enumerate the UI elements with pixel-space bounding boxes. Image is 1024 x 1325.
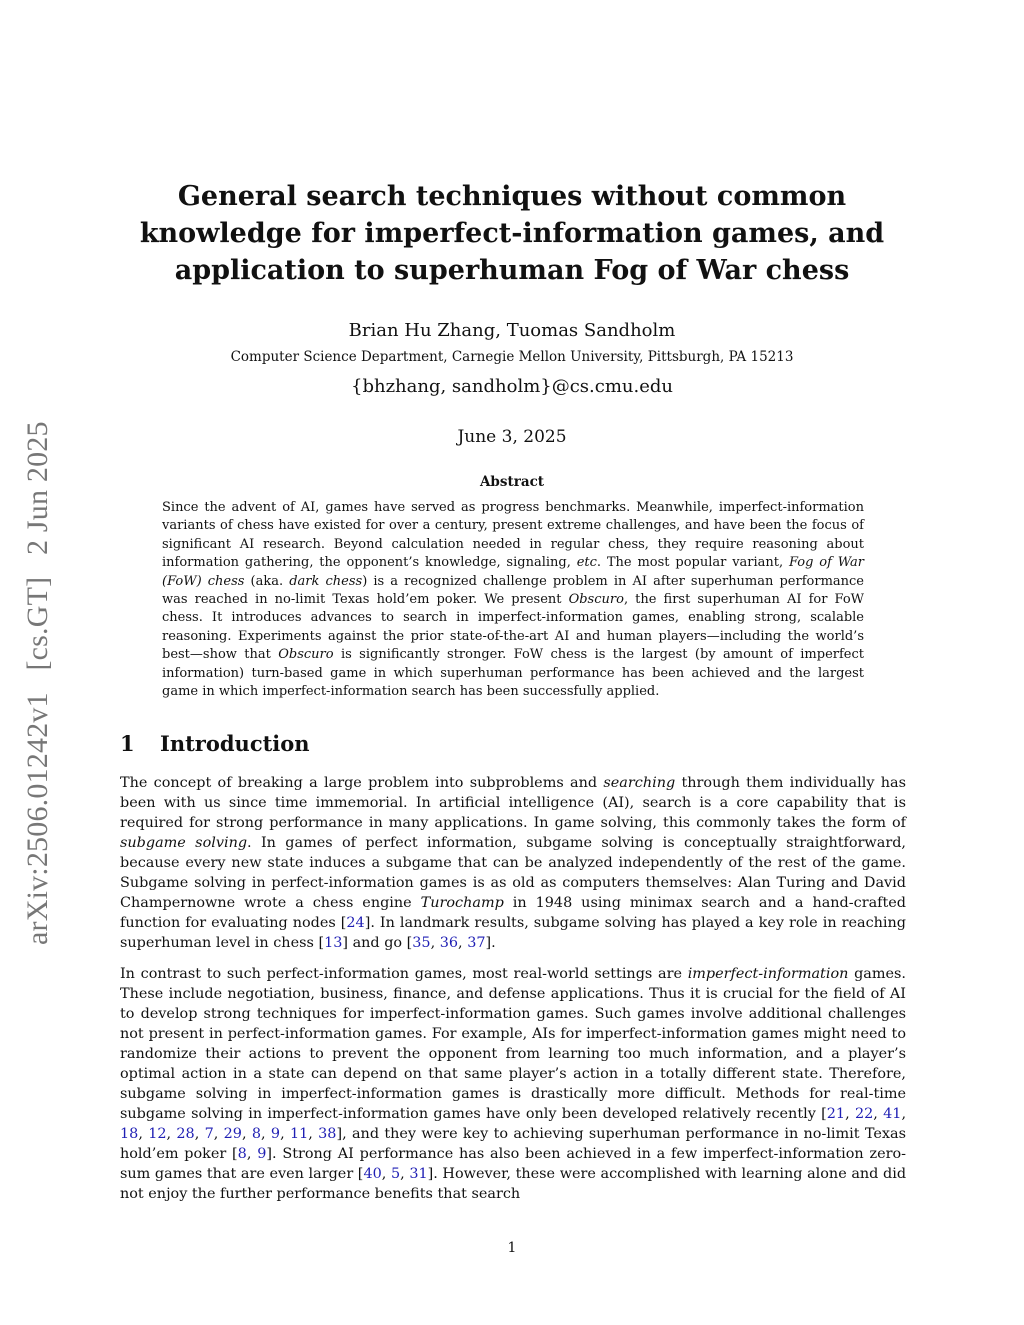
paper-date: June 3, 2025 (457, 427, 567, 447)
citation-link[interactable]: 18 (120, 1126, 139, 1142)
body-text: ], and they were key to achieving superhuman performance in no-limit Texas hold’em poker [ (120, 1126, 906, 1162)
author-list: Brian Hu Zhang, Tuomas Sandholm (348, 320, 676, 341)
citation-group: 21, 22, 41, 18, 12, 28, 7, 29, 8, 9, 11, 38 (120, 1106, 907, 1142)
body-emphasis: Turochamp (420, 895, 504, 911)
citation-link[interactable]: 36 (439, 935, 459, 951)
citation-link[interactable]: 35 (412, 935, 431, 951)
body-text: games. These include negotiation, business, finance, and defense applications. Thus it is crucial for the field of AI to develop strong techniques for imperfect-information games. Such games involve additional challenges not present in perfect-information games. For example, AIs for imperfect-information games might need to randomize their actions to prevent the opponent from learning too much information, and a player’s optimal action in a state can depend on that same player’s action in a totally different state. Therefore, subgame solving in imperfect-information games is drastically more difficult. Methods for real-time subgame solving in imperfect-information games have only been developed relatively recently [ (120, 966, 906, 1122)
body-text: . In games of perfect information, subgame solving is conceptually straightforward, because every new state induces a subgame that can be analyzed independently of the rest of the game. Subgame solving in perfect-information games is as old as computers themselves: Alan Turing and David Champernowne wrote a chess engine (120, 835, 906, 911)
body-text: The concept of breaking a large problem into subproblems and (120, 775, 604, 791)
abstract-body (162, 499, 864, 701)
citation-link[interactable]: 9 (270, 1126, 281, 1142)
citation-link[interactable]: 8 (251, 1126, 262, 1142)
abstract-emphasis: Fog of War (FoW) chess (162, 555, 864, 589)
citation-link[interactable]: 8 (237, 1146, 247, 1162)
body-emphasis: searching (603, 775, 676, 791)
arxiv-category: [cs.GT] (21, 576, 54, 671)
abstract-text: Since the advent of AI, games have served as progress benchmarks. Meanwhile, imperfect-information variants of chess have existed for over a century, present extreme challenges, and have been the focus of significant AI research. Beyond calculation needed in regular chess, they require reasoning about information gathering, the opponent’s knowledge, signaling, (162, 500, 864, 571)
abstract-heading: Abstract (479, 474, 545, 490)
author-email: {bhzhang, sandholm}@cs.cmu.edu (351, 376, 673, 397)
body-text: ]. However, these were accomplished with learning alone and did not enjoy the further performance benefits that search (120, 1166, 907, 1202)
citation-link[interactable]: 22 (854, 1106, 874, 1122)
citation-link[interactable]: 29 (223, 1126, 242, 1142)
citation-link[interactable]: 13 (324, 935, 343, 951)
citation-link[interactable]: 7 (204, 1126, 214, 1142)
abstract-text: is significantly stronger. FoW chess is the largest (by amount of imperfect information) turn-based game in which superhuman performance has been achieved and the largest game in which imperfect-information search has been successfully applied. (162, 647, 864, 700)
body-text: , (430, 935, 440, 951)
affiliation: Computer Science Department, Carnegie Mellon University, Pittsburgh, PA 15213 (230, 349, 794, 365)
citation-group: 8, 9 (237, 1146, 267, 1162)
citation-link[interactable]: 24 (346, 915, 365, 931)
citation-link[interactable]: 41 (883, 1106, 902, 1122)
section-number: 1 (120, 731, 135, 756)
citation-link[interactable]: 11 (289, 1126, 309, 1142)
citation-link[interactable]: 21 (826, 1106, 846, 1122)
citation-link[interactable]: 12 (148, 1126, 167, 1142)
citation-link[interactable]: 40 (363, 1166, 382, 1182)
intro-paragraph-2 (120, 964, 906, 1204)
citation-link[interactable]: 38 (318, 1126, 337, 1142)
body-text: ]. In landmark results, subgame solving has played a key role in reaching superhuman level in chess [ (120, 915, 906, 951)
citation-group: 40, 5, 31 (363, 1166, 428, 1182)
arxiv-side-stamp (12, 385, 64, 945)
section-title: Introduction (160, 731, 310, 756)
arxiv-id: arXiv:2506.01242v1 (21, 692, 54, 945)
body-text: In contrast to such perfect-information games, most real-world settings are (120, 966, 688, 982)
abstract-text: (aka. (244, 573, 290, 589)
intro-paragraph-1 (120, 773, 906, 953)
body-text: ]. Strong AI performance has also been achieved in a few imperfect-information zero-sum games that are even larger [ (120, 1146, 906, 1182)
body-text: through them individually has been with us since time immemorial. In artificial intelligence (AI), search is a core capability that is required for strong performance in many applications. In game solving, this commonly takes the form of (120, 775, 906, 831)
citation-link[interactable]: 5 (390, 1166, 401, 1182)
section-heading (120, 731, 310, 756)
body-emphasis: imperfect-information (687, 966, 849, 982)
arxiv-date: 2 Jun 2025 (21, 421, 54, 555)
abstract-emphasis: etc (576, 555, 597, 571)
abstract-text: ) is a recognized challenge problem in AI after superhuman performance was reached in no-limit Texas hold’em poker. We present (162, 573, 864, 608)
body-text: , (458, 935, 468, 951)
body-text: in 1948 using minimax search and a hand-crafted function for evaluating nodes [ (120, 895, 906, 931)
abstract-emphasis: Obscuro (278, 647, 334, 663)
body-text: ]. (485, 935, 496, 951)
abstract-emphasis: dark chess (289, 573, 363, 589)
citation-link[interactable]: 28 (176, 1126, 195, 1142)
abstract-text: , the first superhuman AI for FoW chess. It introduces advances to search in imperfect-information games, enabling strong, scalable reasoning. Experiments against the prior state-of-the-art AI and human players—including the world’s best—show that (162, 592, 865, 663)
abstract-text: . The most popular variant, (596, 555, 789, 571)
body-emphasis: subgame solving (120, 835, 248, 851)
page-number: 1 (507, 1240, 517, 1256)
paper-title: General search techniques without common knowledge for imperfect-information games, and application to superhuman Fog of War chess (139, 181, 885, 286)
citation-link[interactable]: 37 (467, 935, 486, 951)
citation-link[interactable]: 31 (409, 1166, 428, 1182)
citation-link[interactable]: 9 (257, 1146, 267, 1162)
abstract-emphasis: Obscuro (568, 592, 624, 608)
body-text: ] and go [ (342, 935, 413, 951)
